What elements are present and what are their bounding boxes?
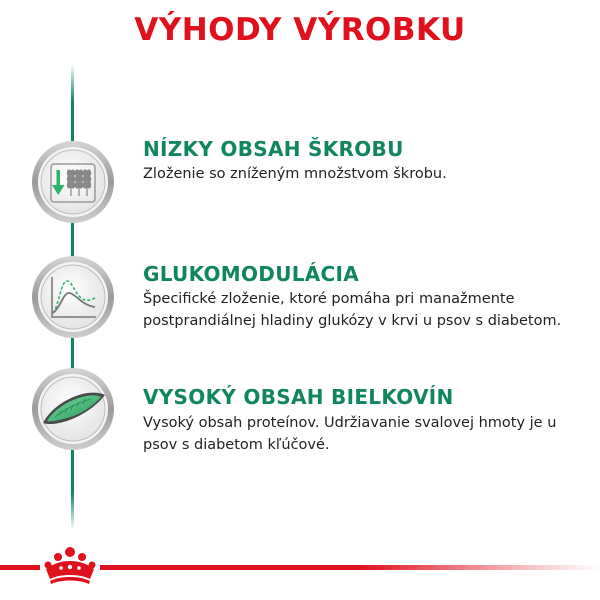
benefit-description-protein: Vysoký obsah proteínov. Udržiavanie svalovej hmoty je u psov s diabetom kľúčové. [143,415,557,453]
page-title: VÝHODY VÝROBKU [134,12,466,48]
muscle-icon [31,367,115,451]
benefit-heading-protein: VYSOKÝ OBSAH BIELKOVÍN [143,385,454,409]
starch-reduction-icon [31,140,115,224]
benefit-heading-starch: NÍZKY OBSAH ŠKROBU [143,137,404,161]
glucose-curve-icon [31,255,115,339]
benefit-description-glucomodulation: Špecifické zloženie, ktoré pomáha pri manažmente postprandiálnej hladiny glukózy v krvi u psov s diabetom. [143,291,562,329]
benefit-heading-glucomodulation: GLUKOMODULÁCIA [143,262,360,286]
royal-canin-crown-icon [40,545,100,587]
benefit-description-starch: Zloženie so zníženým množstvom škrobu. [143,166,447,182]
